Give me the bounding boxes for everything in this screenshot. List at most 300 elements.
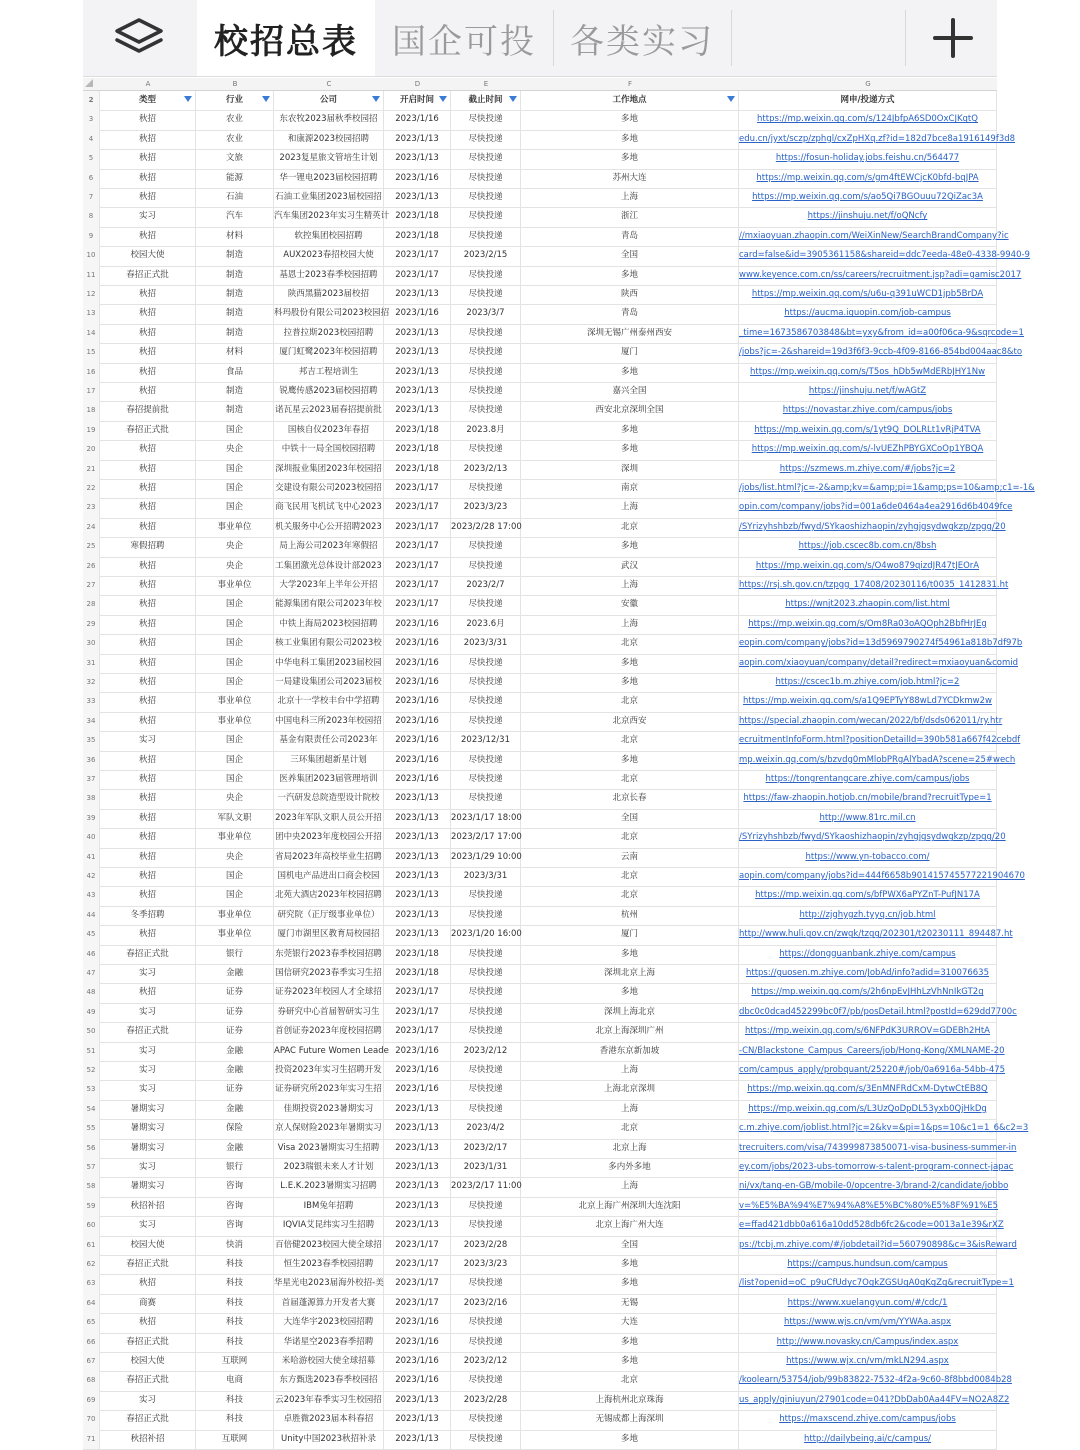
cell-apply-link[interactable]: /SYrizyhshbzb/fwyd/SYkaoshizhaopin/zyhgjgsydwgkzp/zpgg/20: [739, 828, 997, 847]
cell-type[interactable]: 暑期实习: [100, 1139, 196, 1158]
cell-open-date[interactable]: 2023/1/13: [384, 906, 451, 925]
cell-company[interactable]: 陕西黑猫2023届校招: [274, 285, 384, 304]
row-number[interactable]: 8: [83, 207, 100, 226]
cell-type[interactable]: 秋招: [100, 324, 196, 343]
cell-location[interactable]: 北京长春: [521, 789, 739, 808]
cell-apply-link[interactable]: https://dongguanbank.zhiye.com/campus: [739, 945, 997, 964]
cell-deadline[interactable]: 尽快投递: [451, 789, 521, 808]
cell-open-date[interactable]: 2023/1/16: [384, 751, 451, 770]
cell-type[interactable]: 秋招: [100, 634, 196, 653]
cell-apply-link[interactable]: com/campus_apply/probquant/25220#/job/0a6916a-54bb-475: [739, 1061, 997, 1080]
column-letter[interactable]: E: [483, 80, 489, 88]
cell-type[interactable]: 秋招: [100, 751, 196, 770]
cell-type[interactable]: 实习: [100, 1003, 196, 1022]
cell-open-date[interactable]: 2023/1/18: [384, 460, 451, 479]
cell-type[interactable]: 商赛: [100, 1294, 196, 1313]
row-number[interactable]: 41: [83, 848, 100, 867]
cell-company[interactable]: 华星光电2023届海外校招-美: [274, 1274, 384, 1293]
cell-open-date[interactable]: 2023/1/17: [384, 1022, 451, 1041]
cell-type[interactable]: 实习: [100, 207, 196, 226]
cell-open-date[interactable]: 2023/1/18: [384, 227, 451, 246]
header-industry[interactable]: 行业: [196, 91, 274, 110]
cell-company[interactable]: IQVIA艾昆纬实习生招聘: [274, 1216, 384, 1235]
row-number[interactable]: 52: [83, 1061, 100, 1080]
cell-location[interactable]: 陕西: [521, 285, 739, 304]
cell-company[interactable]: 卓胜微2023届本科春招: [274, 1410, 384, 1429]
cell-deadline[interactable]: 尽快投递: [451, 401, 521, 420]
cell-open-date[interactable]: 2023/1/13: [384, 401, 451, 420]
cell-industry[interactable]: 电商: [196, 1371, 274, 1390]
cell-type[interactable]: 秋招: [100, 498, 196, 517]
row-number[interactable]: 36: [83, 751, 100, 770]
cell-open-date[interactable]: 2023/1/13: [384, 343, 451, 362]
cell-location[interactable]: 北京上海深圳广州: [521, 1022, 739, 1041]
row-number[interactable]: 12: [83, 285, 100, 304]
cell-industry[interactable]: 国企: [196, 634, 274, 653]
cell-open-date[interactable]: 2023/1/13: [384, 848, 451, 867]
cell-company[interactable]: 华诺星空2023春季招聘: [274, 1333, 384, 1352]
row-number[interactable]: 14: [83, 324, 100, 343]
cell-industry[interactable]: 保险: [196, 1119, 274, 1138]
cell-apply-link[interactable]: http://www.novasky.cn/Campus/index.aspx: [739, 1333, 997, 1352]
cell-location[interactable]: 北京: [521, 770, 739, 789]
cell-location[interactable]: 多内外多地: [521, 1158, 739, 1177]
cell-deadline[interactable]: 2023/2/16: [451, 1294, 521, 1313]
row-number[interactable]: 39: [83, 809, 100, 828]
cell-deadline[interactable]: 尽快投递: [451, 770, 521, 789]
cell-apply-link[interactable]: https://mp.weixin.qq.com/s/6NFPdK3URROV=GDEBh2HtA: [739, 1022, 997, 1041]
cell-location[interactable]: 北京: [521, 692, 739, 711]
cell-company[interactable]: 诺瓦星云2023届春招提前批: [274, 401, 384, 420]
cell-type[interactable]: 秋招: [100, 576, 196, 595]
cell-deadline[interactable]: 尽快投递: [451, 673, 521, 692]
filter-icon[interactable]: [439, 96, 447, 102]
cell-industry[interactable]: 制造: [196, 324, 274, 343]
row-number[interactable]: 28: [83, 595, 100, 614]
cell-apply-link[interactable]: edu.cn/jyxt/sczp/zphgl/cxZpHXq.zf?id=182d7bce8a1916149f3d8: [739, 130, 997, 149]
cell-open-date[interactable]: 2023/1/13: [384, 324, 451, 343]
cell-deadline[interactable]: 2023/3/31: [451, 634, 521, 653]
cell-apply-link[interactable]: /jobs?jc=-2&shareid=19d3f6f3-9ccb-4f09-8166-854bd004aac8&to: [739, 343, 997, 362]
row-number[interactable]: 20: [83, 440, 100, 459]
cell-deadline[interactable]: 尽快投递: [451, 285, 521, 304]
cell-deadline[interactable]: 尽快投递: [451, 886, 521, 905]
cell-open-date[interactable]: 2023/1/17: [384, 518, 451, 537]
cell-deadline[interactable]: 2023/4/2: [451, 1119, 521, 1138]
cell-company[interactable]: 商飞民用飞机试飞中心2023: [274, 498, 384, 517]
cell-apply-link[interactable]: https://mp.weixin.qq.com/s/2h6npEvJHhLzVhNnIkGT2g: [739, 983, 997, 1002]
header-deadline[interactable]: 截止时间: [451, 91, 521, 110]
row-number[interactable]: 67: [83, 1352, 100, 1371]
cell-open-date[interactable]: 2023/1/17: [384, 479, 451, 498]
row-number[interactable]: 47: [83, 964, 100, 983]
cell-location[interactable]: 多地: [521, 751, 739, 770]
cell-industry[interactable]: 事业单位: [196, 692, 274, 711]
cell-apply-link[interactable]: https://www.yn-tobacco.com/: [739, 848, 997, 867]
cell-company[interactable]: 局上海公司2023年寒假招: [274, 537, 384, 556]
cell-deadline[interactable]: 尽快投递: [451, 537, 521, 556]
cell-company[interactable]: 厦门虹鹭2023年校园招聘: [274, 343, 384, 362]
cell-open-date[interactable]: 2023/1/13: [384, 130, 451, 149]
cell-deadline[interactable]: 尽快投递: [451, 1080, 521, 1099]
row-number[interactable]: 49: [83, 1003, 100, 1022]
cell-apply-link[interactable]: e=ffad421dbb0a616a10dd528db6fc2&code=0013a1e39&rXZ: [739, 1216, 997, 1235]
row-number[interactable]: 53: [83, 1080, 100, 1099]
cell-apply-link[interactable]: ni/vx/tang-en-GB/mobile-0/opcentre-3/brand-2/candidate/jobbo: [739, 1177, 997, 1196]
cell-open-date[interactable]: 2023/1/13: [384, 1177, 451, 1196]
cell-location[interactable]: 多地: [521, 421, 739, 440]
cell-deadline[interactable]: 2023/1/29 10:00: [451, 848, 521, 867]
cell-location[interactable]: 上海: [521, 1061, 739, 1080]
cell-type[interactable]: 秋招: [100, 983, 196, 1002]
row-number[interactable]: 70: [83, 1410, 100, 1429]
plus-icon[interactable]: [909, 0, 997, 76]
cell-open-date[interactable]: 2023/1/13: [384, 1100, 451, 1119]
cell-company[interactable]: 2023年军队文职人员公开招: [274, 809, 384, 828]
cell-company[interactable]: Unity中国2023秋招补录: [274, 1430, 384, 1449]
cell-open-date[interactable]: 2023/1/16: [384, 634, 451, 653]
cell-apply-link[interactable]: https://tongrentangcare.zhiye.com/campus/jobs: [739, 770, 997, 789]
column-letter[interactable]: F: [627, 80, 633, 88]
cell-deadline[interactable]: 尽快投递: [451, 363, 521, 382]
cell-apply-link[interactable]: https://rsj.sh.gov.cn/tzpgg_17408/20230116/t0035_1412831.ht: [739, 576, 997, 595]
cell-location[interactable]: 多地: [521, 1352, 739, 1371]
cell-company[interactable]: 核工业集团有限公司2023校: [274, 634, 384, 653]
cell-open-date[interactable]: 2023/1/16: [384, 1333, 451, 1352]
cell-open-date[interactable]: 2023/1/16: [384, 1080, 451, 1099]
cell-apply-link[interactable]: https://mp.weixin.qq.com/s/Om8Ra03oAQOph2BbfHrJEg: [739, 615, 997, 634]
cell-apply-link[interactable]: https://cscec1b.m.zhiye.com/job.html?jc=2: [739, 673, 997, 692]
row-number[interactable]: 65: [83, 1313, 100, 1332]
cell-apply-link[interactable]: https://www.xuelangyun.com/#/cdc/1: [739, 1294, 997, 1313]
cell-location[interactable]: 多地: [521, 266, 739, 285]
cell-company[interactable]: 锐鹰传感2023届校园招聘: [274, 382, 384, 401]
cell-apply-link[interactable]: https://special.zhaopin.com/wecan/2022/bf/dsds062011/ry.htr: [739, 712, 997, 731]
cell-industry[interactable]: 制造: [196, 401, 274, 420]
filter-icon[interactable]: [509, 96, 517, 102]
cell-company[interactable]: 国核自仪2023年春招: [274, 421, 384, 440]
cell-type[interactable]: 秋招: [100, 809, 196, 828]
cell-type[interactable]: 春招正式批: [100, 1371, 196, 1390]
cell-apply-link[interactable]: /koolearn/53754/job/99b83822-7532-4f2a-9c60-8f8bbd0084b28: [739, 1371, 997, 1390]
cell-open-date[interactable]: 2023/1/13: [384, 285, 451, 304]
cell-company[interactable]: APAC Future Women Leade: [274, 1042, 384, 1061]
cell-company[interactable]: 中国电科三所2023年校园招: [274, 712, 384, 731]
cell-type[interactable]: 秋招: [100, 654, 196, 673]
cell-type[interactable]: 寒假招聘: [100, 537, 196, 556]
cell-company[interactable]: 证券2023年校园人才全球招: [274, 983, 384, 1002]
row-number[interactable]: 29: [83, 615, 100, 634]
cell-open-date[interactable]: 2023/1/13: [384, 828, 451, 847]
cell-deadline[interactable]: 尽快投递: [451, 983, 521, 1002]
row-number[interactable]: 50: [83, 1022, 100, 1041]
cell-open-date[interactable]: 2023/1/13: [384, 809, 451, 828]
cell-deadline[interactable]: 尽快投递: [451, 324, 521, 343]
cell-deadline[interactable]: 尽快投递: [451, 751, 521, 770]
cell-type[interactable]: 实习: [100, 1080, 196, 1099]
cell-company[interactable]: 首创证券2023年度校园招聘: [274, 1022, 384, 1041]
cell-company[interactable]: 百倍健2023校园大使全球招: [274, 1236, 384, 1255]
cell-deadline[interactable]: 尽快投递: [451, 557, 521, 576]
cell-type[interactable]: 春招提前批: [100, 401, 196, 420]
cell-type[interactable]: 校园大使: [100, 246, 196, 265]
cell-location[interactable]: 上海: [521, 498, 739, 517]
cell-apply-link[interactable]: http://dailybeing.ai/c/campus/: [739, 1430, 997, 1449]
cell-location[interactable]: 北京上海广州大连: [521, 1216, 739, 1235]
cell-type[interactable]: 秋招: [100, 615, 196, 634]
row-number[interactable]: 13: [83, 304, 100, 323]
cell-open-date[interactable]: 2023/1/17: [384, 983, 451, 1002]
header-apply-method[interactable]: 网申/投递方式: [739, 91, 997, 110]
cell-location[interactable]: 上海: [521, 615, 739, 634]
cell-location[interactable]: 浙江: [521, 207, 739, 226]
cell-company[interactable]: 省局2023年高校毕业生招聘: [274, 848, 384, 867]
cell-open-date[interactable]: 2023/1/17: [384, 576, 451, 595]
cell-apply-link[interactable]: https://mp.weixin.qq.com/s/bfPWX6aPYZnT-PufJN17A: [739, 886, 997, 905]
row-number[interactable]: 6: [83, 169, 100, 188]
cell-open-date[interactable]: 2023/1/13: [384, 789, 451, 808]
tab-campus-summary[interactable]: 校招总表: [197, 0, 375, 76]
cell-apply-link[interactable]: mp.weixin.qq.com/s/bzvdg0mMlobPRgAlYbadA?scene=25#wech: [739, 751, 997, 770]
cell-industry[interactable]: 证券: [196, 1003, 274, 1022]
cell-industry[interactable]: 央企: [196, 557, 274, 576]
cell-location[interactable]: 大连: [521, 1313, 739, 1332]
cell-company[interactable]: 东方甄选2023春季校园招: [274, 1371, 384, 1390]
cell-industry[interactable]: 制造: [196, 266, 274, 285]
cell-open-date[interactable]: 2023/1/13: [384, 1158, 451, 1177]
cell-industry[interactable]: 咨询: [196, 1197, 274, 1216]
cell-deadline[interactable]: 尽快投递: [451, 188, 521, 207]
cell-open-date[interactable]: 2023/1/17: [384, 1255, 451, 1274]
cell-open-date[interactable]: 2023/1/13: [384, 188, 451, 207]
cell-location[interactable]: 青岛: [521, 304, 739, 323]
row-number[interactable]: 43: [83, 886, 100, 905]
cell-company[interactable]: 国信研究2023春季实习生招: [274, 964, 384, 983]
cell-open-date[interactable]: 2023/1/17: [384, 246, 451, 265]
cell-industry[interactable]: 科技: [196, 1255, 274, 1274]
cell-deadline[interactable]: 2023/2/13: [451, 460, 521, 479]
cell-industry[interactable]: 金融: [196, 964, 274, 983]
cell-industry[interactable]: 咨询: [196, 1177, 274, 1196]
cell-type[interactable]: 秋招: [100, 304, 196, 323]
cell-deadline[interactable]: 尽快投递: [451, 1003, 521, 1022]
cell-industry[interactable]: 国企: [196, 479, 274, 498]
cell-company[interactable]: 东莞银行2023春季校园招聘: [274, 945, 384, 964]
cell-industry[interactable]: 国企: [196, 751, 274, 770]
row-number[interactable]: 46: [83, 945, 100, 964]
cell-type[interactable]: 秋招: [100, 518, 196, 537]
cell-company[interactable]: 证券研究所2023年实习生招: [274, 1080, 384, 1099]
cell-type[interactable]: 实习: [100, 1216, 196, 1235]
cell-deadline[interactable]: 2023/3/23: [451, 498, 521, 517]
cell-location[interactable]: 多地: [521, 363, 739, 382]
cell-open-date[interactable]: 2023/1/13: [384, 886, 451, 905]
cell-industry[interactable]: 事业单位: [196, 828, 274, 847]
cell-type[interactable]: 秋招: [100, 460, 196, 479]
cell-company[interactable]: 石油工业集团2023届校园招: [274, 188, 384, 207]
row-number[interactable]: 23: [83, 498, 100, 517]
cell-open-date[interactable]: 2023/1/13: [384, 1139, 451, 1158]
cell-apply-link[interactable]: aopin.com/company/jobs?id=444f6658b901415745577221904670: [739, 867, 997, 886]
cell-location[interactable]: 深圳北京上海: [521, 964, 739, 983]
cell-type[interactable]: 实习: [100, 1042, 196, 1061]
cell-type[interactable]: 秋招: [100, 925, 196, 944]
cell-deadline[interactable]: 尽快投递: [451, 712, 521, 731]
cell-industry[interactable]: 央企: [196, 537, 274, 556]
cell-location[interactable]: 多地: [521, 130, 739, 149]
cell-location[interactable]: 北京: [521, 731, 739, 750]
cell-apply-link[interactable]: card=false&id=3905361158&shareid=ddc7eeda-48e0-4338-9940-9: [739, 246, 997, 265]
cell-open-date[interactable]: 2023/1/16: [384, 1042, 451, 1061]
cell-apply-link[interactable]: https://mp.weixin.qq.com/s/-lvUEZhPBYGXCoOp1YBQA: [739, 440, 997, 459]
row-number[interactable]: 21: [83, 460, 100, 479]
cell-deadline[interactable]: 2023/1/31: [451, 1158, 521, 1177]
cell-location[interactable]: 全国: [521, 809, 739, 828]
cell-type[interactable]: 实习: [100, 731, 196, 750]
cell-location[interactable]: 武汉: [521, 557, 739, 576]
cell-deadline[interactable]: 2023/2/28 17:00: [451, 518, 521, 537]
cell-company[interactable]: 厦门市湖里区教育局校园招: [274, 925, 384, 944]
cell-deadline[interactable]: 尽快投递: [451, 169, 521, 188]
row-number[interactable]: 63: [83, 1274, 100, 1293]
cell-type[interactable]: 实习: [100, 964, 196, 983]
cell-company[interactable]: 首届蓬源算力开发者大赛: [274, 1294, 384, 1313]
cell-apply-link[interactable]: https://mp.weixin.qq.com/s/T5os_hDb5wMdERbJHY1Nw: [739, 363, 997, 382]
cell-location[interactable]: 安徽: [521, 595, 739, 614]
row-number[interactable]: 19: [83, 421, 100, 440]
cell-apply-link[interactable]: https://wnjt2023.zhaopin.com/list.html: [739, 595, 997, 614]
cell-open-date[interactable]: 2023/1/16: [384, 770, 451, 789]
row-number[interactable]: 66: [83, 1333, 100, 1352]
cell-company[interactable]: 东农牧2023届秋季校园招: [274, 110, 384, 129]
cell-industry[interactable]: 科技: [196, 1410, 274, 1429]
cell-company[interactable]: 京人保财险2023年暑期实习: [274, 1119, 384, 1138]
cell-deadline[interactable]: 尽快投递: [451, 227, 521, 246]
cell-apply-link[interactable]: trecruiters.com/visa/743999873850071-visa-business-summer-in: [739, 1139, 997, 1158]
cell-industry[interactable]: 能源: [196, 169, 274, 188]
cell-location[interactable]: 多地: [521, 1255, 739, 1274]
filter-icon[interactable]: [372, 96, 380, 102]
cell-deadline[interactable]: 尽快投递: [451, 1216, 521, 1235]
cell-open-date[interactable]: 2023/1/17: [384, 1294, 451, 1313]
cell-industry[interactable]: 事业单位: [196, 712, 274, 731]
cell-apply-link[interactable]: -CN/Blackstone_Campus_Careers/job/Hong-Kong/XMLNAME-20: [739, 1042, 997, 1061]
cell-deadline[interactable]: 尽快投递: [451, 1197, 521, 1216]
cell-industry[interactable]: 事业单位: [196, 576, 274, 595]
cell-open-date[interactable]: 2023/1/13: [384, 1391, 451, 1410]
cell-open-date[interactable]: 2023/1/13: [384, 1410, 451, 1429]
cell-company[interactable]: 医养集团2023届管理培训: [274, 770, 384, 789]
cell-type[interactable]: 秋招: [100, 557, 196, 576]
row-number[interactable]: 26: [83, 557, 100, 576]
cell-company[interactable]: 北京十一学校丰台中学招聘: [274, 692, 384, 711]
cell-location[interactable]: 南京: [521, 479, 739, 498]
cell-apply-link[interactable]: https://www.wjx.cn/vm/mkLN294.aspx: [739, 1352, 997, 1371]
cell-company[interactable]: 基恩士2023春季校园招聘: [274, 266, 384, 285]
cell-location[interactable]: 北京: [521, 1119, 739, 1138]
cell-deadline[interactable]: 尽快投递: [451, 440, 521, 459]
cell-apply-link[interactable]: https://aucma.iguopin.com/job-campus: [739, 304, 997, 323]
cell-open-date[interactable]: 2023/1/13: [384, 925, 451, 944]
cell-deadline[interactable]: 2023/2/17 17:00: [451, 828, 521, 847]
cell-apply-link[interactable]: https://szmews.m.zhiye.com/#/jobs?jc=2: [739, 460, 997, 479]
cell-open-date[interactable]: 2023/1/18: [384, 440, 451, 459]
cell-industry[interactable]: 央企: [196, 848, 274, 867]
cell-deadline[interactable]: 尽快投递: [451, 110, 521, 129]
cell-location[interactable]: 北京: [521, 886, 739, 905]
cell-location[interactable]: 北京: [521, 634, 739, 653]
cell-type[interactable]: 秋招: [100, 440, 196, 459]
cell-apply-link[interactable]: https://mp.weixin.qq.com/s/L3UzQoDpDL53yxb0QjHkDg: [739, 1100, 997, 1119]
cell-industry[interactable]: 军队文职: [196, 809, 274, 828]
cell-deadline[interactable]: 2023/2/7: [451, 576, 521, 595]
cell-type[interactable]: 春招正式批: [100, 1255, 196, 1274]
cell-apply-link[interactable]: v=%E5%BA%94%E7%94%A8%E5%BC%80%E5%8F%91%E5: [739, 1197, 997, 1216]
cell-deadline[interactable]: 尽快投递: [451, 1022, 521, 1041]
cell-apply-link[interactable]: https://jinshuju.net/f/wAGtZ: [739, 382, 997, 401]
cell-deadline[interactable]: 2023/2/12: [451, 1352, 521, 1371]
cell-location[interactable]: 云南: [521, 848, 739, 867]
cell-apply-link[interactable]: c.m.zhiye.com/joblist.html?jc=2&kv=&pi=1&ps=10&c1=1_6&c2=3: [739, 1119, 997, 1138]
cell-location[interactable]: 多地: [521, 110, 739, 129]
cell-location[interactable]: 北京: [521, 1371, 739, 1390]
cell-company[interactable]: 拉普拉斯2023校园招聘: [274, 324, 384, 343]
cell-apply-link[interactable]: opin.com/company/jobs?id=001a6de0464a4ea2916d6b4049fce: [739, 498, 997, 517]
cell-industry[interactable]: 制造: [196, 246, 274, 265]
cell-company[interactable]: 恒生2023春季校园招聘: [274, 1255, 384, 1274]
cell-deadline[interactable]: 尽快投递: [451, 343, 521, 362]
cell-apply-link[interactable]: https://mp.weixin.qq.com/s/1yt9Q_DOLRLt1vRjP4TVA: [739, 421, 997, 440]
cell-deadline[interactable]: 2023/2/28: [451, 1236, 521, 1255]
cell-company[interactable]: 工集团激光总体设计部2023: [274, 557, 384, 576]
filter-icon[interactable]: [184, 96, 192, 102]
cell-industry[interactable]: 证券: [196, 1080, 274, 1099]
cell-type[interactable]: 校园大使: [100, 1352, 196, 1371]
cell-deadline[interactable]: 尽快投递: [451, 1100, 521, 1119]
row-number[interactable]: 16: [83, 363, 100, 382]
cell-industry[interactable]: 互联网: [196, 1430, 274, 1449]
row-number[interactable]: 17: [83, 382, 100, 401]
cell-type[interactable]: 秋招: [100, 149, 196, 168]
cell-apply-link[interactable]: ecruitmentInfoForm.html?positionDetailId=390b581a667f42cebdf: [739, 731, 997, 750]
cell-deadline[interactable]: 2023/3/23: [451, 1255, 521, 1274]
cell-type[interactable]: 实习: [100, 1391, 196, 1410]
cell-industry[interactable]: 国企: [196, 731, 274, 750]
cell-apply-link[interactable]: dbc0c0dcad452299bc0f7/pb/posDetail.html?postId=629dd7700c: [739, 1003, 997, 1022]
cell-type[interactable]: 秋招: [100, 886, 196, 905]
cell-industry[interactable]: 文旅: [196, 149, 274, 168]
cell-type[interactable]: 秋招: [100, 789, 196, 808]
cell-deadline[interactable]: 尽快投递: [451, 149, 521, 168]
row-number[interactable]: 58: [83, 1177, 100, 1196]
cell-industry[interactable]: 材料: [196, 343, 274, 362]
row-number[interactable]: 64: [83, 1294, 100, 1313]
cell-apply-link[interactable]: https://mp.weixin.qq.com/s/3EnMNFRdCxM-DytwCtEB8Q: [739, 1080, 997, 1099]
cell-open-date[interactable]: 2023/1/16: [384, 1061, 451, 1080]
cell-location[interactable]: 无锡: [521, 1294, 739, 1313]
row-number[interactable]: 35: [83, 731, 100, 750]
cell-type[interactable]: 秋招: [100, 673, 196, 692]
cell-company[interactable]: 佳期投资2023暑期实习: [274, 1100, 384, 1119]
cell-industry[interactable]: 咨询: [196, 1216, 274, 1235]
row-number[interactable]: 44: [83, 906, 100, 925]
cell-open-date[interactable]: 2023/1/16: [384, 615, 451, 634]
cell-open-date[interactable]: 2023/1/16: [384, 731, 451, 750]
cell-location[interactable]: 嘉兴全国: [521, 382, 739, 401]
cell-industry[interactable]: 银行: [196, 945, 274, 964]
cell-location[interactable]: 多地: [521, 440, 739, 459]
row-number[interactable]: 62: [83, 1255, 100, 1274]
